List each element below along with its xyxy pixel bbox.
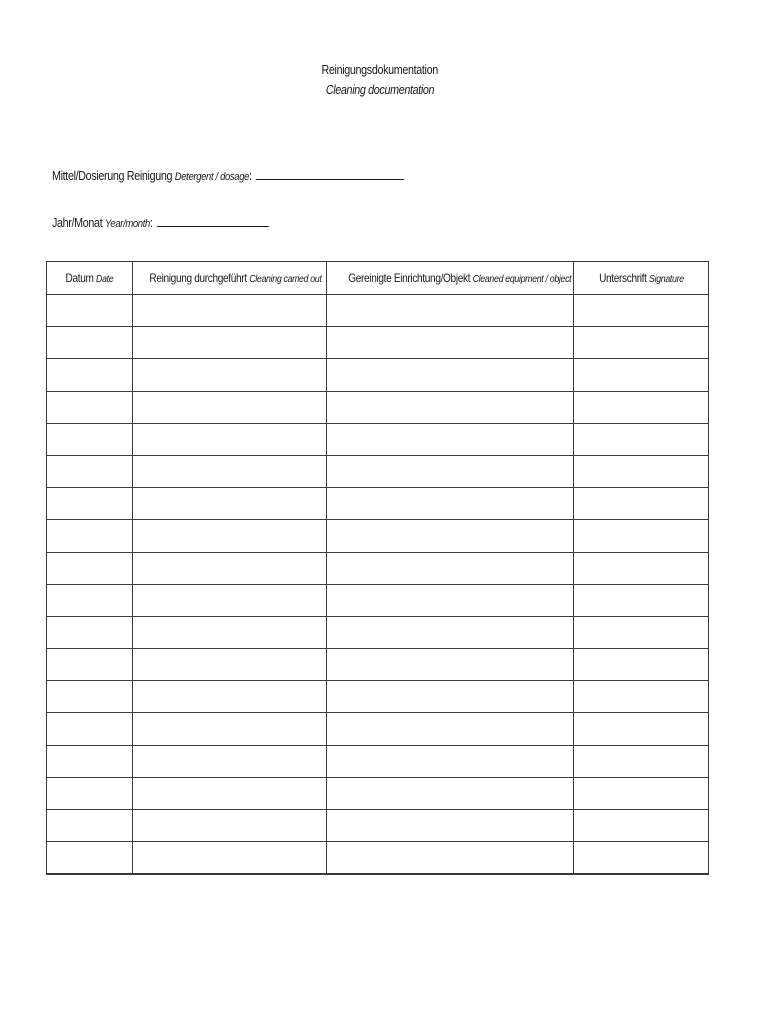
signature-cell[interactable] [574, 616, 709, 648]
signature-cell[interactable] [574, 713, 709, 745]
cleaning-cell[interactable] [133, 713, 327, 745]
column-header-cleaning-carried-out [133, 262, 327, 295]
cleaning-cell[interactable] [133, 810, 327, 842]
month-blank-line[interactable] [157, 215, 269, 227]
date-cell[interactable] [47, 745, 133, 777]
equipment-cell[interactable] [327, 295, 574, 327]
equipment-cell[interactable] [327, 423, 574, 455]
equipment-cell[interactable] [327, 391, 574, 423]
date-header-english: Date [96, 273, 114, 285]
cleaning-cell[interactable] [133, 359, 327, 391]
detergent-dosage-field [52, 168, 404, 183]
column-header-signature [574, 262, 709, 295]
date-cell[interactable] [47, 455, 133, 487]
cleaning-cell[interactable] [133, 488, 327, 520]
month-label-german: Jahr/Monat [52, 216, 103, 230]
equipment-cell[interactable] [327, 713, 574, 745]
column-header-date [47, 262, 133, 295]
table-row [47, 713, 709, 745]
table-row [47, 391, 709, 423]
cleaning-cell[interactable] [133, 552, 327, 584]
signature-cell[interactable] [574, 584, 709, 616]
equipment-cell[interactable] [327, 810, 574, 842]
signature-cell[interactable] [574, 295, 709, 327]
table-row [47, 520, 709, 552]
table-row [47, 810, 709, 842]
cleaning-cell[interactable] [133, 681, 327, 713]
signature-header-german: Unterschrift [598, 271, 647, 285]
signature-cell[interactable] [574, 681, 709, 713]
date-cell[interactable] [47, 842, 133, 875]
title-german: Reinigungsdokumentation [321, 63, 439, 77]
signature-cell[interactable] [574, 842, 709, 875]
cleaning-cell[interactable] [133, 745, 327, 777]
date-cell[interactable] [47, 552, 133, 584]
signature-header-english: Signature [648, 273, 684, 285]
table-row [47, 327, 709, 359]
equipment-cell[interactable] [327, 359, 574, 391]
table-header-row [47, 262, 709, 295]
table-row [47, 745, 709, 777]
date-header-german: Datum [65, 271, 94, 285]
table-body [47, 295, 709, 875]
signature-cell[interactable] [574, 649, 709, 681]
date-cell[interactable] [47, 713, 133, 745]
signature-cell[interactable] [574, 552, 709, 584]
date-cell[interactable] [47, 391, 133, 423]
date-cell[interactable] [47, 359, 133, 391]
month-colon: : [149, 216, 153, 230]
equipment-cell[interactable] [327, 745, 574, 777]
table-row [47, 552, 709, 584]
equipment-cell[interactable] [327, 455, 574, 487]
date-cell[interactable] [47, 520, 133, 552]
equipment-cell[interactable] [327, 488, 574, 520]
signature-cell[interactable] [574, 745, 709, 777]
cleaning-header-german: Reinigung durchgeführt [149, 271, 247, 285]
cleaning-cell[interactable] [133, 777, 327, 809]
signature-cell[interactable] [574, 810, 709, 842]
date-cell[interactable] [47, 488, 133, 520]
cleaning-cell[interactable] [133, 616, 327, 648]
column-header-cleaned-equipment [327, 262, 574, 295]
date-cell[interactable] [47, 584, 133, 616]
signature-cell[interactable] [574, 520, 709, 552]
cleaning-cell[interactable] [133, 584, 327, 616]
equipment-cell[interactable] [327, 520, 574, 552]
table-row [47, 649, 709, 681]
year-month-field [52, 215, 269, 230]
cleaning-cell[interactable] [133, 423, 327, 455]
cleaning-log-table [46, 261, 709, 875]
date-cell[interactable] [47, 777, 133, 809]
cleaning-cell[interactable] [133, 391, 327, 423]
equipment-header-german: Gereinigte Einrichtung/Objekt [348, 271, 471, 285]
signature-cell[interactable] [574, 777, 709, 809]
date-cell[interactable] [47, 616, 133, 648]
cleaning-cell[interactable] [133, 842, 327, 875]
equipment-cell[interactable] [327, 327, 574, 359]
table-row [47, 681, 709, 713]
equipment-cell[interactable] [327, 584, 574, 616]
cleaning-cell[interactable] [133, 649, 327, 681]
equipment-cell[interactable] [327, 842, 574, 875]
equipment-cell[interactable] [327, 681, 574, 713]
equipment-cell[interactable] [327, 777, 574, 809]
date-cell[interactable] [47, 295, 133, 327]
signature-cell[interactable] [574, 455, 709, 487]
cleaning-header-english: Cleaning carried out [249, 273, 322, 285]
table-row [47, 584, 709, 616]
table-row [47, 455, 709, 487]
signature-cell[interactable] [574, 359, 709, 391]
signature-cell[interactable] [574, 391, 709, 423]
table-row [47, 842, 709, 875]
equipment-cell[interactable] [327, 616, 574, 648]
date-cell[interactable] [47, 810, 133, 842]
table-row [47, 359, 709, 391]
detergent-label-german: Mittel/Dosierung Reinigung [52, 169, 173, 183]
title-english: Cleaning documentation [325, 83, 435, 97]
date-cell[interactable] [47, 423, 133, 455]
equipment-header-english: Cleaned equipment / object [472, 273, 572, 285]
table-row [47, 616, 709, 648]
date-cell[interactable] [47, 327, 133, 359]
cleaning-cell[interactable] [133, 455, 327, 487]
signature-cell[interactable] [574, 327, 709, 359]
table-row [47, 423, 709, 455]
date-cell[interactable] [47, 681, 133, 713]
table-row [47, 777, 709, 809]
table-row [47, 488, 709, 520]
date-cell[interactable] [47, 649, 133, 681]
equipment-cell[interactable] [327, 552, 574, 584]
detergent-colon: : [249, 169, 252, 183]
signature-cell[interactable] [574, 423, 709, 455]
cleaning-cell[interactable] [133, 295, 327, 327]
cleaning-cell[interactable] [133, 327, 327, 359]
cleaning-cell[interactable] [133, 520, 327, 552]
detergent-blank-line[interactable] [256, 168, 404, 180]
document-title [0, 61, 760, 99]
detergent-label-english: Detergent / dosage [174, 171, 250, 183]
equipment-cell[interactable] [327, 649, 574, 681]
table-row [47, 295, 709, 327]
signature-cell[interactable] [574, 488, 709, 520]
month-label-english: Year/month [104, 218, 150, 230]
